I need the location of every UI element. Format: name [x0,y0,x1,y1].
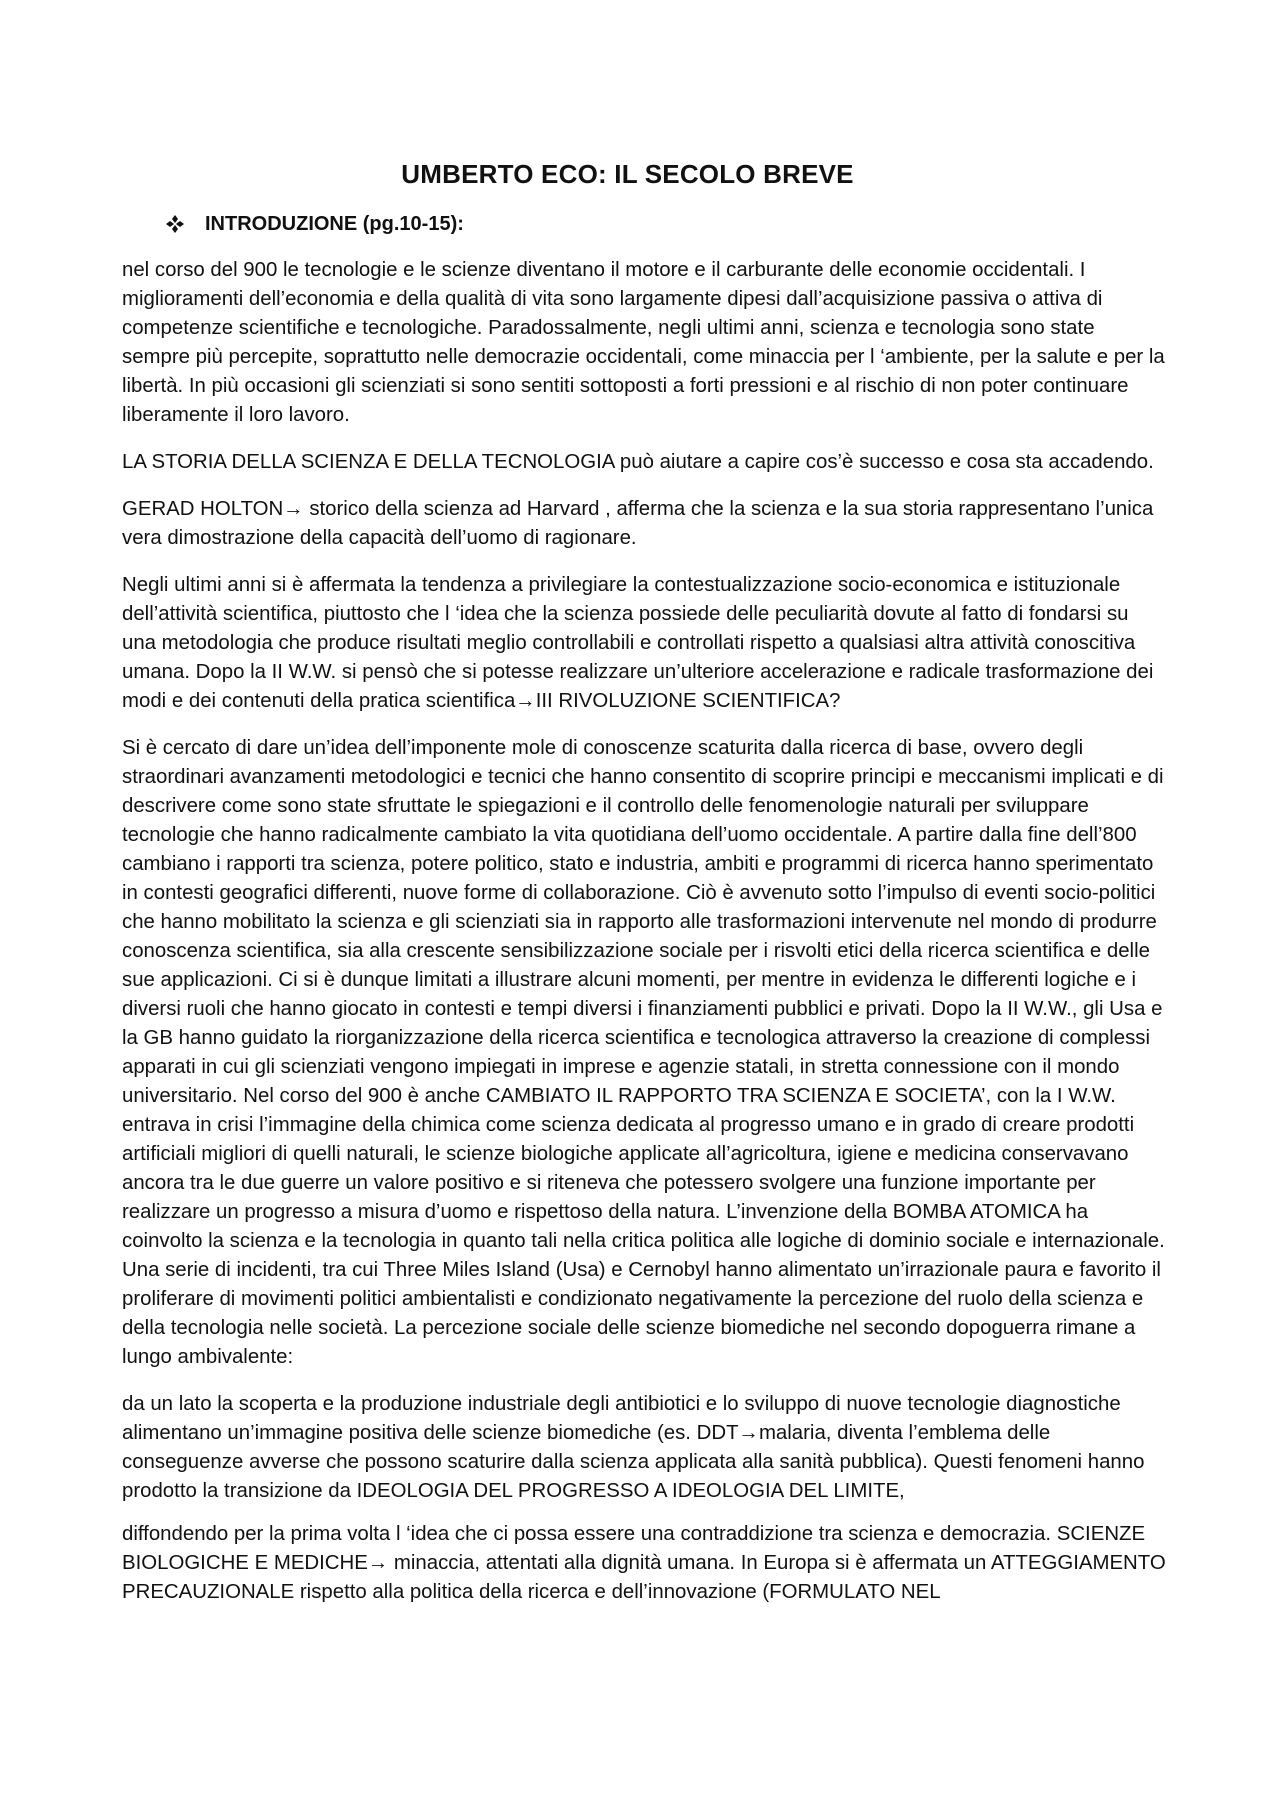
four-diamond-bullet-icon [165,214,185,234]
paragraph: nel corso del 900 le tecnologie e le scienze diventano il motore e il carburante delle economie occidentali. I miglioramenti dell’economia e della qualità di vita sono largamente dipesi dall’acquisizione passiva o attiva di competenze scientifiche e tecnologiche. Paradossalmente, negli ultimi anni, scienza e tecnologia sono state sempre più percepite, soprattutto nelle democrazie occidentali, come minaccia per l ‘ambiente, per la salute e per la libertà. In più occasioni gli scienziati si sono sentiti sottoposti a forti pressioni e al rischio di non poter continuare liberamente il loro lavoro. [122,259,1165,426]
paragraph: da un lato la scoperta e la produzione industriale degli antibiotici e lo sviluppo di nuove tecnologie diagnostiche alimentano un’immagine positiva delle scienze biomediche (es. DDT→malaria, diventa l’emblema delle conseguenze avverse che possono scaturire dalla scienza applicata alla sanità pubblica). Questi fenomeni hanno prodotto la transizione da IDEOLOGIA DEL PROGRESSO A IDEOLOGIA DEL LIMITE, [122,1393,1145,1502]
paragraph: Negli ultimi anni si è affermata la tendenza a privilegiare la contestualizzazione socio-economica e istituzionale dell’attività scientifica, piuttosto che l ‘idea che la scienza possiede delle peculiarità dovute al fatto di fondarsi su una metodologia che produce risultati meglio controllabili e controllati rispetto a qualsiasi altra attività conoscitiva umana. Dopo la II W.W. si pensò che si potesse realizzare un’ulteriore accelerazione e radicale trasformazione dei modi e dei contenuti della pratica scientifica→III RIVOLUZIONE SCIENTIFICA? [122,574,1154,712]
paragraph: GERAD HOLTON→ storico della scienza ad Harvard , afferma che la scienza e la sua storia rappresentano l’unica vera dimostrazione della capacità dell’uomo di ragionare. [122,498,1154,549]
paragraph: Si è cercato di dare un’idea dell’imponente mole di conoscenze scaturita dalla ricerca di base, ovvero degli straordinari avanzamenti metodologici e tecnici che hanno consentito di scoprire principi e meccanismi implicati e di descrivere come sono state sfruttate le spiegazioni e il controllo delle fenomenologie naturali per sviluppare tecnologie che hanno radicalmente cambiato la vita quotidiana dell’uomo occidentale. A partire dalla fine dell’800 cambiano i rapporti tra scienza, potere politico, stato e industria, ambiti e programmi di ricerca hanno sperimentato in contesti geografici differenti, nuove forme di collaborazione. Ciò è avvenuto sotto l’impulso di eventi socio-politici che hanno mobilitato la scienza e gli scienziati sia in rapporto alle trasformazioni intervenute nel mondo di produrre conoscenza scientifica, sia alla crescente sensibilizzazione sociale per i risvolti etici della ricerca scientifica e delle sue applicazioni. Ci si è dunque limitati a illustrare alcuni momenti, per mentre in evidenza le differenti logiche e i diversi ruoli che hanno giocato in contesti e tempi diversi i finanziamenti pubblici e privati. Dopo la II W.W., gli Usa e la GB hanno guidato la riorganizzazione della ricerca scientifica e tecnologica attraverso la creazione di complessi apparati in cui gli scienziati vengono impiegati in imprese e agenzie statali, in stretta connessione con il mondo universitario. Nel corso del 900 è anche CAMBIATO IL RAPPORTO TRA SCIENZA E SOCIETA’, con la I W.W. entrava in crisi l’immagine della chimica come scienza dedicata al progresso umano e in grado di creare prodotti artificiali migliori di quelli naturali, le scienze biologiche applicate all’agricoltura, igiene e medicina conservavano ancora tra le due guerre un valore positivo e si riteneva che potessero svolgere una funzione importante per realizzare un progresso a misura d’uomo e rispettoso della natura. L’invenzione della BOMBA ATOMICA ha coinvolto la scienza e la tecnologia in quanto tali nella critica politica alle logiche di dominio sociale e internazionale. Una serie di incidenti, tra cui Three Miles Island (Usa) e Cernobyl hanno alimentato un’irrazionale paura e favorito il proliferare di movimenti politici ambientalisti e condizionato negativamente la percezione del ruolo della scienza e della tecnologia nelle società. La percezione sociale delle scienze biomediche nel secondo dopoguerra rimane a lungo ambivalente: [122,737,1165,1368]
paragraph: diffondendo per la prima volta l ‘idea che ci possa essere una contraddizione tra scienza e democrazia. SCIENZE BIOLOGICHE E MEDICHE→ minaccia, attentati alla dignità umana. In Europa si è affermata un ATTEGGIAMENTO PRECAUZIONALE rispetto alla politica della ricerca e dell’innovazione (FORMULATO NEL [122,1523,1166,1603]
section-label: INTRODUZIONE (pg.10-15): [205,213,464,235]
section-heading [165,210,464,238]
document-body [122,256,1167,1625]
document-title: UMBERTO ECO: IL SECOLO BREVE [401,159,854,189]
paragraph: LA STORIA DELLA SCIENZA E DELLA TECNOLOGIA può aiutare a capire cos’è successo e cosa sta accadendo. [122,451,1154,473]
